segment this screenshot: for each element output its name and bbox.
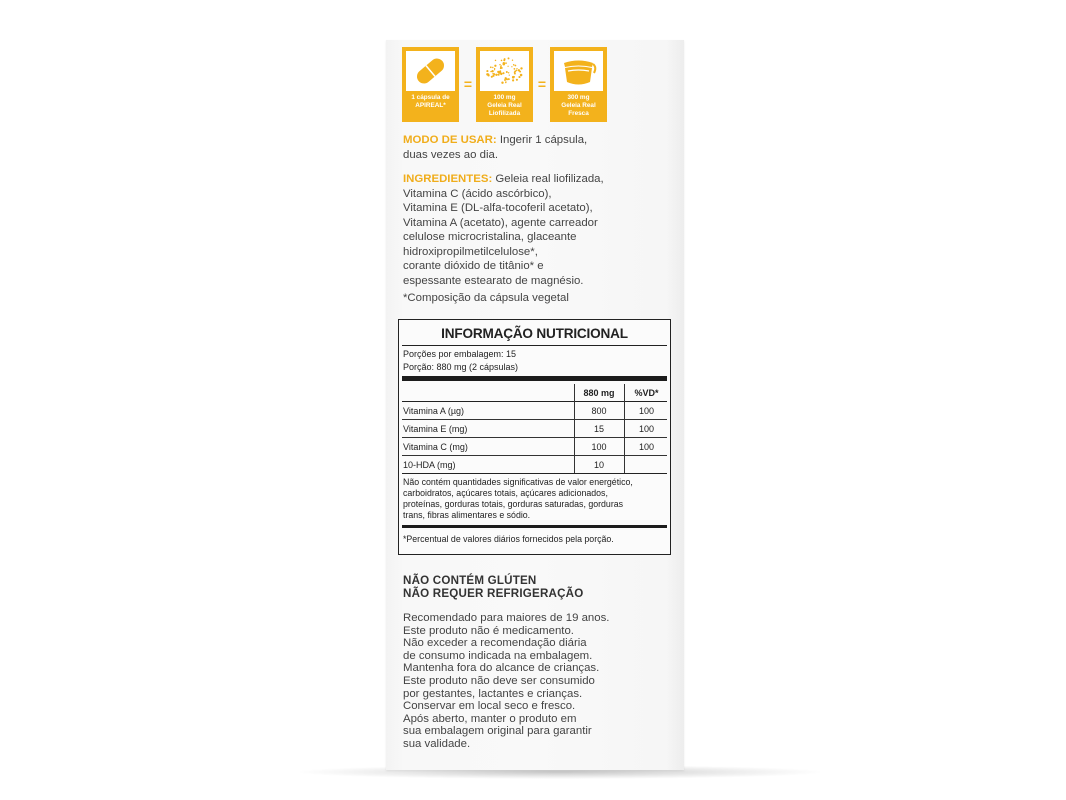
warning-line: Não exceder a recomendação diária [403, 637, 587, 650]
warning-line: sua validade. [403, 737, 471, 750]
equals-sign: = [537, 76, 547, 92]
no-refrigeration-claim: NÃO REQUER REFRIGERAÇÃO [403, 587, 584, 600]
ingredients-text: Vitamina E (DL-alfa-tocoferil acetato), [403, 202, 593, 214]
warning-line: sua embalagem original para garantir [403, 725, 592, 738]
nutrient-name: 10-HDA (mg) [403, 460, 456, 470]
ingredients-footnote: *Composição da cápsula vegetal [403, 292, 569, 304]
divider [402, 345, 667, 346]
nutrient-name: Vitamina C (mg) [403, 442, 468, 452]
nutrition-facts-table [398, 319, 671, 555]
nutrient-amount: 100 [591, 442, 607, 452]
nutrient-name: Vitamina E (mg) [403, 424, 468, 434]
amount-header: 880 mg [583, 388, 615, 398]
table-row [402, 420, 667, 438]
usage-instructions [403, 133, 671, 162]
serving-size: Porção: 880 mg (2 cápsulas) [403, 362, 519, 372]
usage-label: MODO DE USAR: [403, 134, 497, 146]
tile-caption: 100 mg Geleia Real Liofilizada [487, 94, 522, 117]
ingredients-text: hidroxipropilmetilcelulose*, [403, 245, 538, 258]
warning-line: Este produto não deve ser consumido [403, 674, 595, 687]
tile-caption: 300 mg Geleia Real Fresca [561, 94, 596, 117]
warning-line: Conservar em local seco e fresco. [403, 700, 576, 713]
ingredients-text: espessante estearato de magnésio. [403, 274, 584, 287]
warning-line: por gestantes, lactantes e crianças. [403, 687, 583, 700]
ingredients-text: corante dióxido de titânio* e [403, 260, 544, 272]
nutrient-dv: 100 [638, 406, 655, 416]
divider-thick [402, 525, 667, 528]
warning-line: Mantenha fora do alcance de crianças. [403, 662, 600, 675]
jar-tile [550, 47, 607, 122]
nutrient-dv: 100 [638, 442, 655, 452]
note-line: Não contém quantidades significativas de valor energético, [403, 477, 633, 487]
ingredients-text: celulose microcristalina, glaceante [403, 231, 577, 243]
warning-line: Este produto não é medicamento. [403, 624, 574, 637]
product-box-back [386, 40, 684, 770]
tile-caption: 1 cápsula de APIREAL* [411, 94, 450, 109]
ingredients-text: Vitamina A (acetato), agente carreador [403, 216, 598, 229]
nutrient-name: Vitamina A (µg) [403, 406, 465, 416]
capsule-tile [402, 47, 459, 122]
divider-thick [402, 376, 667, 381]
nutrient-amount: 10 [593, 460, 604, 470]
servings-per-package: Porções por embalagem: 15 [403, 349, 517, 359]
powder-tile [476, 47, 533, 122]
dv-header: %VD* [634, 388, 659, 398]
ingredients-label: INGREDIENTES: [403, 173, 493, 185]
note-line: proteínas, gorduras totais, gorduras saturadas, gorduras [403, 499, 624, 509]
capsule-icon [406, 51, 455, 91]
nutrition-note [403, 477, 664, 521]
jar-icon [554, 51, 603, 91]
column-divider [574, 384, 575, 473]
nutrition-footnote: *Percentual de valores diários fornecidos pela porção. [403, 534, 614, 544]
powder-icon [480, 51, 529, 91]
warning-line: Recomendado para maiores de 19 anos. [403, 612, 610, 624]
note-line: trans, fibras alimentares e sódio. [403, 510, 531, 520]
usage-text: Ingerir 1 cápsula, [496, 134, 588, 146]
table-header-row [402, 384, 667, 402]
usage-text: duas vezes ao dia. [403, 148, 498, 161]
nutrient-amount: 800 [591, 406, 607, 416]
warnings [403, 612, 671, 751]
nutrient-amount: 15 [593, 424, 604, 434]
table-row [402, 438, 667, 456]
warning-line: Após aberto, manter o produto em [403, 712, 577, 725]
note-line: carboidratos, açúcares totais, açúcares adicionados, [403, 488, 608, 498]
dosage-equivalence-row [402, 47, 607, 123]
nutrient-dv: 100 [638, 424, 655, 434]
ingredients-text: Vitamina C (ácido ascórbico), [403, 187, 552, 200]
nutrition-title: INFORMAÇÃO NUTRICIONAL [441, 326, 628, 341]
table-row [402, 456, 667, 474]
warning-line: de consumo indicada na embalagem. [403, 649, 593, 662]
ingredients [403, 172, 671, 306]
ingredients-text: Geleia real liofilizada, [492, 173, 604, 185]
equals-sign: = [463, 76, 473, 92]
gluten-free-claim: NÃO CONTÉM GLÚTEN [403, 574, 537, 587]
column-divider [624, 384, 625, 473]
table-row [402, 402, 667, 420]
